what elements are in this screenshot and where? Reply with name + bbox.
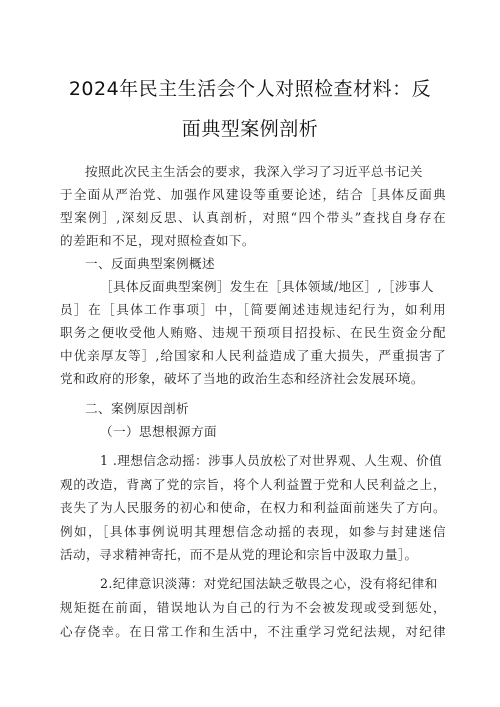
section-heading-analysis: 二、案例原因剖析: [85, 401, 189, 416]
paragraph-discipline-line: 2.纪律意识淡薄：对党纪国法缺乏敬畏之心，没有将纪律和: [100, 576, 438, 591]
paragraph-intro-line: 型案例］,深刻反思、认真剖析，对照“四个带头”查找自身存在: [60, 210, 446, 225]
paragraph-intro-line: 按照此次民主生活会的要求，我深入学习了习近平总书记关: [85, 164, 423, 179]
document-title-line-2: 面典型案例剖析: [181, 118, 319, 140]
paragraph-case-line: 职务之便收受他人贿赂、违规干预项目招投标、在民生资金分配: [60, 325, 446, 340]
paragraph-case-line: 党和政府的形象，破坏了当地的政治生态和经济社会发展环境。: [60, 371, 424, 386]
paragraph-case-line: 员］在［具体工作事项］中，［简要阐述违规违纪行为，如利用: [60, 302, 446, 317]
paragraph-discipline-line: 规矩挺在前面，错误地认为自己的行为不会被发现或受到惩处，: [60, 600, 446, 615]
paragraph-ideology-line: 观的改造，背离了党的宗旨，将个人利益置于党和人民利益之上，: [60, 477, 446, 492]
document-title-line-1: 2024年民主生活会个人对照检查材料：反: [68, 78, 432, 100]
paragraph-discipline-line: 心存侥幸。在日常工作和生活中，不注重学习党纪法规，对纪律: [60, 624, 446, 639]
section-heading-overview: 一、反面典型案例概述: [85, 256, 215, 271]
paragraph-intro-line: 的差距和不足，现对照检查如下。: [60, 233, 255, 248]
subsection-heading-ideology: （一）思想根源方面: [100, 424, 217, 439]
paragraph-case-line: ［具体反面典型案例］发生在［具体领域/地区］,［涉事人: [100, 279, 434, 294]
paragraph-intro-line: 于全面从严治党、加强作风建设等重要论述，结合［具体反面典: [60, 187, 446, 202]
paragraph-ideology-line: 活动，寻求精神寄托，而不是从党的理论和宗旨中汲取力量］。: [60, 547, 418, 562]
paragraph-ideology-line: 例如，［具体事例说明其理想信念动摇的表现，如参与封建迷信: [60, 524, 446, 539]
paragraph-case-line: 中优亲厚友等］,给国家和人民利益造成了重大损失，严重损害了: [60, 348, 446, 363]
paragraph-ideology-line: 丧失了为人民服务的初心和使命，在权力和利益面前迷失了方向。: [60, 500, 446, 515]
paragraph-ideology-line: 1 .理想信念动摇：涉事人员放松了对世界观、人生观、价值: [100, 453, 443, 468]
